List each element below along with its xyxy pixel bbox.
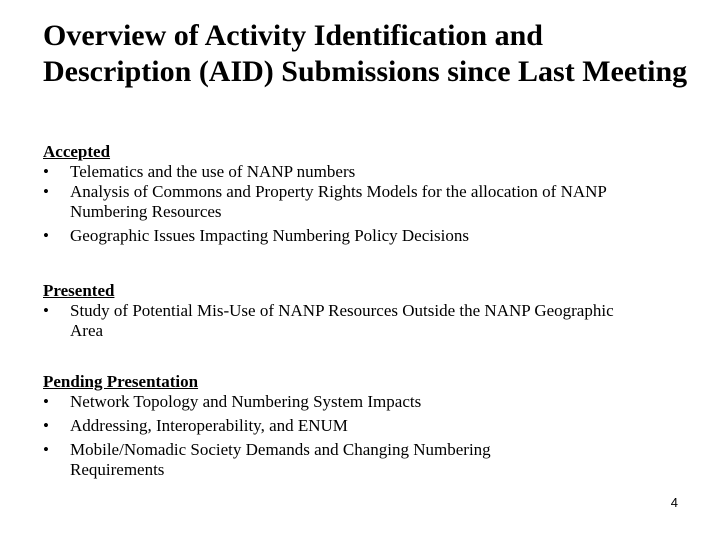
- bullet-icon: •: [43, 416, 49, 435]
- bullet-icon: •: [43, 440, 49, 459]
- list-item-text: Telematics and the use of NANP numbers: [70, 162, 356, 181]
- slide-title: Overview of Activity Identification and Description (AID) Submissions since Last Meeting: [43, 19, 688, 88]
- bullet-icon: •: [43, 226, 49, 245]
- section-pending-presentation: [43, 372, 683, 480]
- page-number: 4: [670, 495, 678, 510]
- list-item: [43, 301, 683, 341]
- bullet-icon: •: [43, 162, 49, 181]
- list-item-text: Addressing, Interoperability, and ENUM: [70, 416, 348, 435]
- list-item-text: Mobile/Nomadic Society Demands and Changing Numbering Requirements: [70, 440, 491, 479]
- list-item: [43, 226, 683, 246]
- list-item: [43, 440, 683, 480]
- bullet-icon: •: [43, 182, 49, 201]
- list-item-text: Study of Potential Mis-Use of NANP Resources Outside the NANP Geographic Area: [70, 301, 614, 340]
- list-item: [43, 416, 683, 436]
- list-item: [43, 182, 683, 222]
- list-item: [43, 162, 683, 182]
- list-item-text: Network Topology and Numbering System Impacts: [70, 392, 422, 411]
- section-accepted: [43, 142, 683, 246]
- list-item-text: Analysis of Commons and Property Rights Models for the allocation of NANP Numbering Resources: [70, 182, 607, 221]
- section-presented: [43, 281, 683, 341]
- section-heading: Presented: [43, 281, 115, 300]
- bullet-icon: •: [43, 392, 49, 411]
- section-heading: Accepted: [43, 142, 111, 161]
- section-heading: Pending Presentation: [43, 372, 199, 391]
- list-item-text: Geographic Issues Impacting Numbering Policy Decisions: [70, 226, 469, 245]
- bullet-icon: •: [43, 301, 49, 320]
- list-item: [43, 392, 683, 412]
